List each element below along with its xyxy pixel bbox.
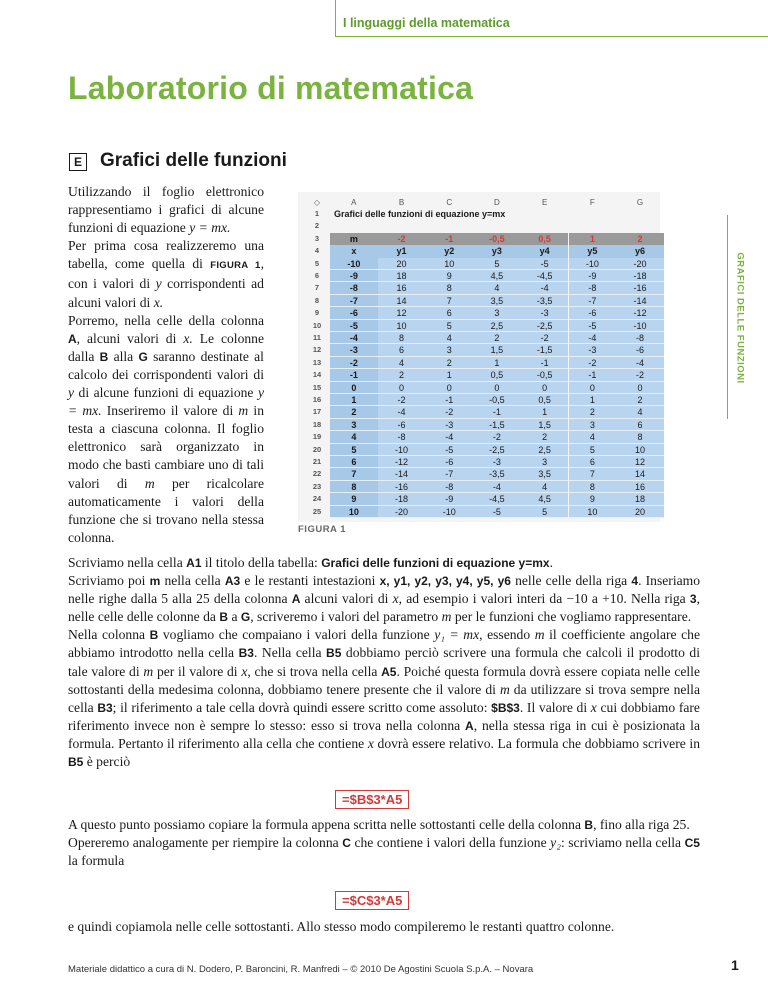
data-cell: 10 xyxy=(425,258,473,270)
formula-box-2: =$C$3*A5 xyxy=(335,891,409,910)
data-cell: 1 xyxy=(521,406,569,418)
data-cell: 0,5 xyxy=(521,394,569,406)
header-row-cell: y5 xyxy=(569,245,617,257)
data-cell: -10 xyxy=(425,506,473,518)
data-cell: 6 xyxy=(616,419,664,431)
data-cell: -2 xyxy=(425,406,473,418)
data-cell: -4 xyxy=(473,481,521,493)
data-cell: 7 xyxy=(330,468,378,480)
row-number: 25 xyxy=(312,506,322,516)
data-cell: -9 xyxy=(569,270,617,282)
data-cell: -8 xyxy=(569,282,617,294)
paragraph-2: Scriviamo poi m nella cella A3 e le restanti intestazioni x, y1, y2, y3, y4, y5, y6 nelle celle della riga 4. Inseriamo nelle righe dalla 5 alla 25 della colonna A alcuni valori di x, ad esempio i valori interi da −10 a +10. Nella riga 3, nelle celle delle colonne da B a G, scriveremo i valori del parametro m per le funzioni che vogliamo rappresentare. xyxy=(68,573,700,625)
header-row-cell: x xyxy=(330,245,378,257)
data-cell: -4 xyxy=(569,332,617,344)
data-cell: 14 xyxy=(616,468,664,480)
data-cell: -4 xyxy=(330,332,378,344)
data-cell: 5 xyxy=(330,444,378,456)
data-cell: -10 xyxy=(616,320,664,332)
data-cell: -4 xyxy=(425,431,473,443)
row-number: 8 xyxy=(314,295,320,305)
column-header-C: C xyxy=(446,198,453,207)
data-cell: -10 xyxy=(378,444,426,456)
data-cell: 0 xyxy=(378,382,426,394)
sheet-title-cell: Grafici delle funzioni di equazione y=mx xyxy=(334,209,506,219)
data-cell: 16 xyxy=(616,481,664,493)
data-cell: 2 xyxy=(473,332,521,344)
data-cell: 9 xyxy=(569,493,617,505)
row-number: 20 xyxy=(312,444,322,454)
data-cell: -14 xyxy=(616,295,664,307)
data-cell: -7 xyxy=(330,295,378,307)
data-cell: 4 xyxy=(425,332,473,344)
data-cell: -5 xyxy=(521,258,569,270)
data-cell: 2,5 xyxy=(473,320,521,332)
main-text xyxy=(68,554,700,771)
paragraph-5: Opereremo analogamente per riempire la colonna C che contiene i valori della funzione y₂: scriviamo nella cella C5 la formula xyxy=(68,835,700,869)
data-cell: 0 xyxy=(569,382,617,394)
column-header-D: D xyxy=(494,198,500,207)
data-cell: -2 xyxy=(569,357,617,369)
data-cell: 1 xyxy=(473,357,521,369)
m-row-cell: -0,5 xyxy=(473,233,521,245)
paragraph-1: Scriviamo nella cella A1 il titolo della tabella: Grafici delle funzioni di equazione y=mx. xyxy=(68,555,553,570)
data-cell: -5 xyxy=(425,444,473,456)
data-cell: -20 xyxy=(616,258,664,270)
data-cell: 4 xyxy=(569,431,617,443)
data-cell: -1,5 xyxy=(521,344,569,356)
section-badge: E xyxy=(69,153,87,171)
row-number: 19 xyxy=(312,432,322,442)
data-cell: 9 xyxy=(425,270,473,282)
data-cell: 12 xyxy=(616,456,664,468)
row-number: 23 xyxy=(312,481,322,491)
data-cell: 0 xyxy=(330,382,378,394)
data-cell: -1 xyxy=(569,369,617,381)
data-cell: 5 xyxy=(569,444,617,456)
data-cell: -8 xyxy=(330,282,378,294)
row-number: 5 xyxy=(314,258,320,268)
data-cell: 2 xyxy=(378,369,426,381)
row-number: 7 xyxy=(314,283,320,293)
row-number: 10 xyxy=(312,320,322,330)
data-cell: 20 xyxy=(616,506,664,518)
footer-credit: Materiale didattico a cura di N. Dodero, P. Baroncini, R. Manfredi – © 2010 De Agostini Scuola S.p.A. – Novara xyxy=(68,964,534,975)
data-cell: -6 xyxy=(330,307,378,319)
data-cell: -2 xyxy=(378,394,426,406)
data-cell: -3,5 xyxy=(473,468,521,480)
data-cell: 8 xyxy=(330,481,378,493)
data-cell: -2,5 xyxy=(473,444,521,456)
page-title: Laboratorio di matematica xyxy=(68,70,474,106)
row-number: 12 xyxy=(312,345,322,355)
row-number: 14 xyxy=(312,370,322,380)
data-cell: -3 xyxy=(425,419,473,431)
data-cell: 12 xyxy=(378,307,426,319)
main-text-2 xyxy=(68,816,700,870)
data-cell: 7 xyxy=(569,468,617,480)
data-cell: 1 xyxy=(425,369,473,381)
data-cell: -6 xyxy=(425,456,473,468)
data-cell: 6 xyxy=(569,456,617,468)
data-cell: 1,5 xyxy=(473,344,521,356)
data-cell: -1 xyxy=(521,357,569,369)
data-cell: 8 xyxy=(569,481,617,493)
data-cell: -10 xyxy=(330,258,378,270)
data-cell: 0,5 xyxy=(473,369,521,381)
data-cell: -4 xyxy=(521,282,569,294)
data-cell: -8 xyxy=(616,332,664,344)
data-cell: 0 xyxy=(521,382,569,394)
data-cell: 1 xyxy=(569,394,617,406)
row-number: 6 xyxy=(314,271,320,280)
data-cell: -12 xyxy=(378,456,426,468)
data-cell: 10 xyxy=(378,320,426,332)
data-cell: 0 xyxy=(473,382,521,394)
formula-box-1: =$B$3*A5 xyxy=(335,790,409,809)
data-cell: -1,5 xyxy=(473,419,521,431)
header-row-cell: y1 xyxy=(378,245,426,257)
row-number: 4 xyxy=(314,246,320,256)
data-cell: -5 xyxy=(473,506,521,518)
m-row-cell: 2 xyxy=(616,233,664,245)
data-cell: 4 xyxy=(378,357,426,369)
column-header-G: G xyxy=(636,198,644,207)
data-cell: -5 xyxy=(569,320,617,332)
row-number: 9 xyxy=(314,308,320,318)
data-cell: 3 xyxy=(569,419,617,431)
data-cell: -4,5 xyxy=(521,270,569,282)
intro-paragraph: Utilizzando il foglio elettronico rappresentiamo i grafici di alcune funzioni di equazione y = mx. Per prima cosa realizzeremo una tabella, come quella di FIGURA 1, con i valori di y corrispondenti ad alcuni valori di x. Porremo, nella celle della colonna A, alcuni valori di x. Le colonne dalla B alla G saranno destinate al calcolo dei corrispondenti valori di y di alcune funzioni di equazione y = mx. Inseriremo il valore di m in testa a ciascuna colonna. Il foglio elettronico sarà organizzato in modo che basti cambiare uno di tali valori di m per ricalcolare automaticamente i valori della funzione che si trovano nella stessa colonna. xyxy=(68,184,264,545)
data-cell: 2 xyxy=(330,406,378,418)
data-cell: -6 xyxy=(616,344,664,356)
column-header-A: A xyxy=(351,198,357,207)
data-cell: -18 xyxy=(378,493,426,505)
data-cell: 2 xyxy=(616,394,664,406)
data-cell: -9 xyxy=(330,270,378,282)
data-cell: 3,5 xyxy=(521,468,569,480)
data-cell: -0,5 xyxy=(521,369,569,381)
data-cell: 18 xyxy=(378,270,426,282)
data-cell: -14 xyxy=(378,468,426,480)
data-cell: -2 xyxy=(473,431,521,443)
data-cell: 3 xyxy=(521,456,569,468)
row-number: 3 xyxy=(314,233,320,243)
header-row-cell: y6 xyxy=(616,245,664,257)
data-cell: -18 xyxy=(616,270,664,282)
m-row-cell: -2 xyxy=(378,233,426,245)
column-header-B: B xyxy=(398,198,405,207)
data-cell: 9 xyxy=(330,493,378,505)
data-cell: 3 xyxy=(473,307,521,319)
data-cell: -3 xyxy=(521,307,569,319)
data-cell: -7 xyxy=(425,468,473,480)
row-number: 13 xyxy=(312,357,322,367)
data-cell: 14 xyxy=(378,295,426,307)
row-number: 2 xyxy=(314,221,320,231)
data-cell: 2 xyxy=(425,357,473,369)
data-cell: 8 xyxy=(616,431,664,443)
data-cell: 6 xyxy=(378,344,426,356)
data-cell: 2 xyxy=(569,406,617,418)
data-cell: 10 xyxy=(569,506,617,518)
m-row-cell: -1 xyxy=(425,233,473,245)
page-number: 1 xyxy=(731,957,739,973)
m-row-cell: 1 xyxy=(569,233,617,245)
data-cell: -12 xyxy=(616,307,664,319)
data-cell: -9 xyxy=(425,493,473,505)
data-cell: 6 xyxy=(330,456,378,468)
data-cell: 4 xyxy=(616,406,664,418)
data-cell: -4 xyxy=(616,357,664,369)
data-cell: -3,5 xyxy=(521,295,569,307)
data-cell: -2 xyxy=(521,332,569,344)
data-cell: -1 xyxy=(330,369,378,381)
data-cell: -8 xyxy=(425,481,473,493)
data-cell: 8 xyxy=(425,282,473,294)
data-cell: 5 xyxy=(521,506,569,518)
data-cell: -3 xyxy=(569,344,617,356)
data-cell: -16 xyxy=(378,481,426,493)
data-cell: 2,5 xyxy=(521,444,569,456)
data-cell: -20 xyxy=(378,506,426,518)
data-cell: 4 xyxy=(330,431,378,443)
data-cell: -4 xyxy=(378,406,426,418)
row-number: 11 xyxy=(313,333,321,342)
row-number: 22 xyxy=(312,469,322,479)
paragraph-3: Nella colonna B vogliamo che compaiano i valori della funzione y₁ = mx, essendo m il coefficiente angolare che abbiamo introdotto nella cella B3. Nella cella B5 dobbiamo perciò scrivere una formula che calcoli il prodotto di tale valore di m per il valore di x, che si trova nella cella A5. Poiché questa formula dovrà essere copiata nelle celle sottostanti della medesima colonna, dobbiamo tenere presente che il valore di m da utilizzare si trova sempre nella cella B3; il riferimento a tale cella dovrà quindi essere scritto come assoluto: $B$3. Il valore di x cui dobbiamo fare riferimento invece non è sempre lo stesso: esso si trova nella colonna A, nella stessa riga in cui è posizionata la formula. Pertanto il riferimento alla cella che contiene x dovrà essere relativo. La formula che dobbiamo scrivere in B5 è perciò xyxy=(68,627,700,770)
data-cell: -2 xyxy=(330,357,378,369)
data-cell: -2,5 xyxy=(521,320,569,332)
header-row-cell: y2 xyxy=(425,245,473,257)
data-cell: 16 xyxy=(378,282,426,294)
data-cell: 8 xyxy=(378,332,426,344)
row-number: 16 xyxy=(312,395,322,404)
paragraph-6: e quindi copiamola nelle celle sottostanti. Allo stesso modo compileremo le restanti quattro colonne. xyxy=(68,919,615,934)
data-cell: -1 xyxy=(473,406,521,418)
data-cell: 4,5 xyxy=(521,493,569,505)
data-cell: 10 xyxy=(616,444,664,456)
row-number: 1 xyxy=(314,209,320,218)
data-cell: 3 xyxy=(330,419,378,431)
paragraph-4: A questo punto possiamo copiare la formula appena scritta nelle sottostanti celle della colonna B, fino alla riga 25. xyxy=(68,817,690,832)
data-cell: -2 xyxy=(616,369,664,381)
data-cell: 4 xyxy=(473,282,521,294)
data-cell: -6 xyxy=(569,307,617,319)
row-number: 21 xyxy=(312,457,322,466)
sheet-corner-icon: ◇ xyxy=(313,198,321,207)
data-cell: -0,5 xyxy=(473,394,521,406)
data-cell: 4,5 xyxy=(473,270,521,282)
data-cell: 6 xyxy=(425,307,473,319)
row-number: 15 xyxy=(312,382,322,392)
header-row-cell: y3 xyxy=(473,245,521,257)
header-rule-horizontal xyxy=(335,36,768,37)
m-row-cell: 0,5 xyxy=(521,233,569,245)
data-cell: 2 xyxy=(521,431,569,443)
data-cell: -3 xyxy=(473,456,521,468)
data-cell: 5 xyxy=(425,320,473,332)
data-cell: 18 xyxy=(616,493,664,505)
spreadsheet-figure xyxy=(298,192,660,522)
m-row-cell: m xyxy=(330,233,378,245)
data-cell: 4 xyxy=(521,481,569,493)
data-cell: -4,5 xyxy=(473,493,521,505)
data-cell: -8 xyxy=(378,431,426,443)
row-number: 17 xyxy=(312,407,322,417)
data-cell: 10 xyxy=(330,506,378,518)
data-cell: 5 xyxy=(473,258,521,270)
data-cell: 20 xyxy=(378,258,426,270)
data-cell: 3,5 xyxy=(473,295,521,307)
data-cell: -1 xyxy=(425,394,473,406)
header-row-cell: y4 xyxy=(521,245,569,257)
data-cell: 7 xyxy=(425,295,473,307)
data-cell: -16 xyxy=(616,282,664,294)
section-title: Grafici delle funzioni xyxy=(100,150,287,171)
data-cell: 1 xyxy=(330,394,378,406)
data-cell: -10 xyxy=(569,258,617,270)
data-cell: 3 xyxy=(425,344,473,356)
header-rule-vertical xyxy=(335,0,336,36)
running-title: I linguaggi della matematica xyxy=(343,16,510,30)
data-cell: -7 xyxy=(569,295,617,307)
side-tab-label: GRAFICI DELLE FUNZIONI xyxy=(734,252,746,384)
row-number: 24 xyxy=(312,494,322,504)
data-cell: 0 xyxy=(425,382,473,394)
data-cell: 1,5 xyxy=(521,419,569,431)
data-cell: -6 xyxy=(378,419,426,431)
main-text-3 xyxy=(68,918,700,936)
column-header-E: E xyxy=(541,198,548,207)
data-cell: -5 xyxy=(330,320,378,332)
data-cell: -3 xyxy=(330,344,378,356)
data-cell: 0 xyxy=(616,382,664,394)
column-header-F: F xyxy=(589,198,595,207)
row-number: 18 xyxy=(312,419,322,429)
figure-caption: FIGURA 1 xyxy=(298,524,346,535)
